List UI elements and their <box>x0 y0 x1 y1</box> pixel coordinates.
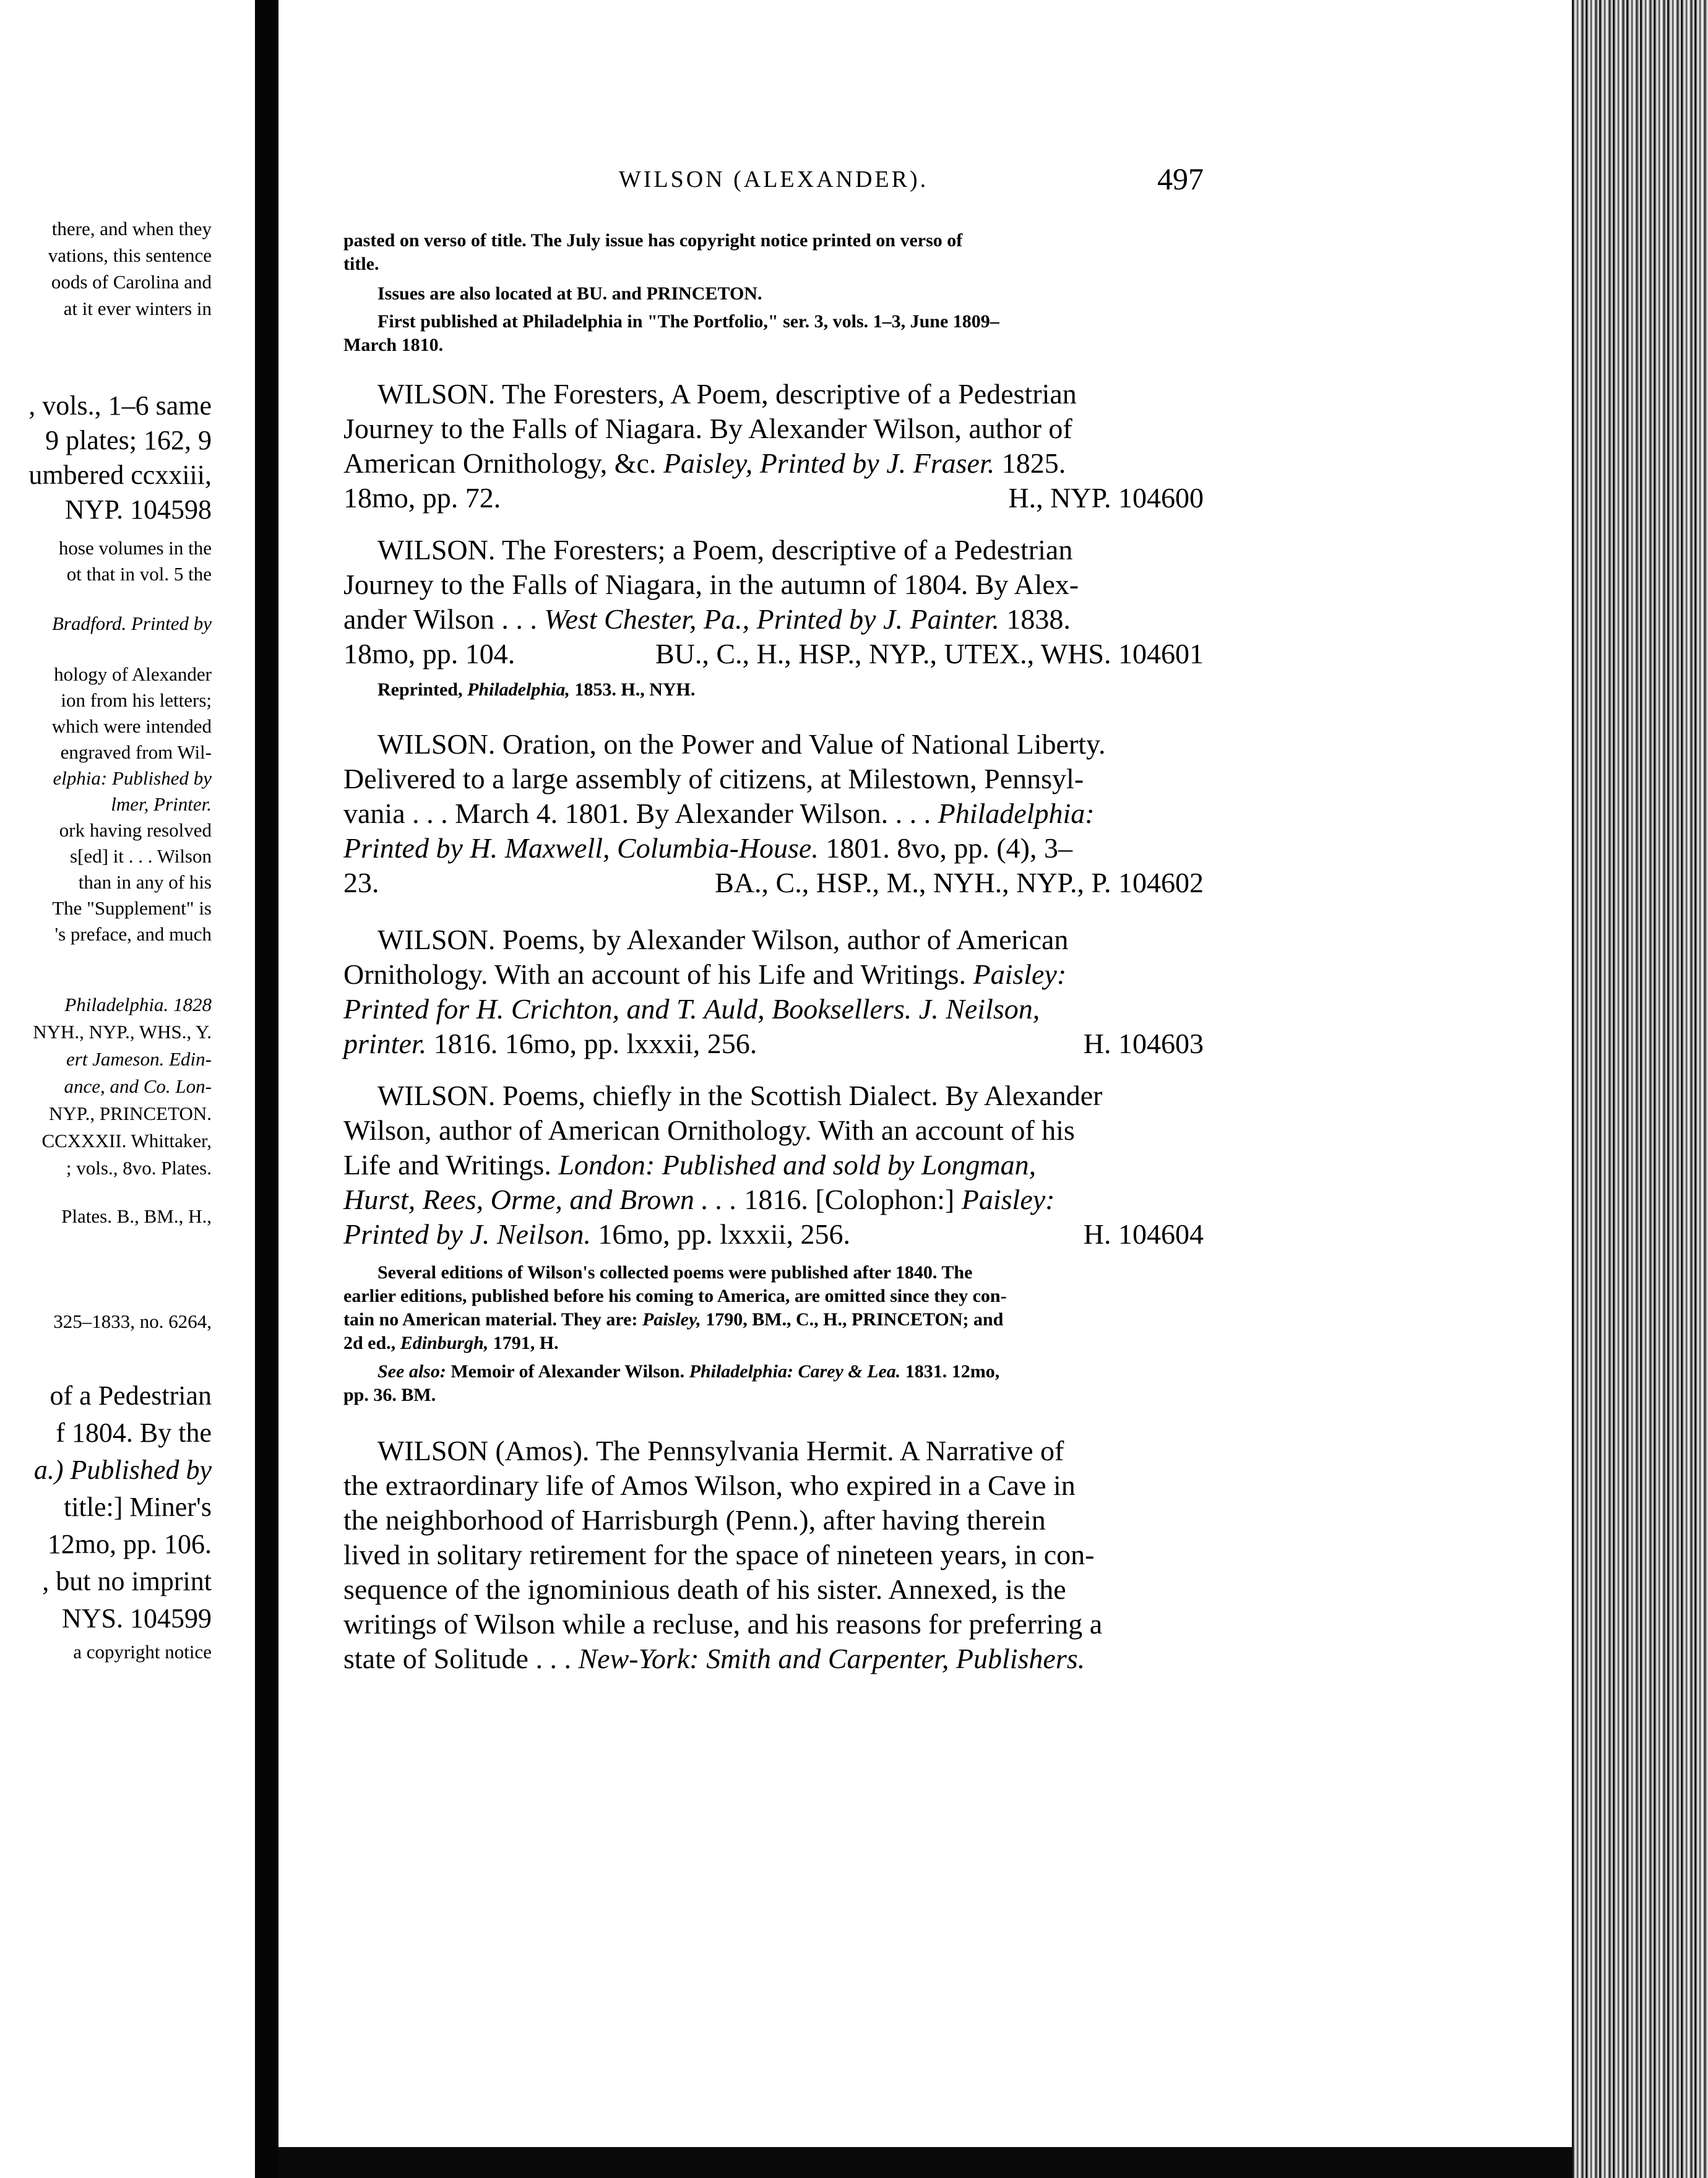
entry-text: state of Solitude . . . <box>343 1643 579 1674</box>
entry-text: 1816. 16mo, pp. lxxxii, 256. <box>426 1028 757 1059</box>
left-line: CCXXXII. Whittaker, <box>41 1130 212 1151</box>
entry-line <box>343 1027 1204 1060</box>
note-line: title. <box>343 254 379 274</box>
left-line: vations, this sentence <box>48 244 212 266</box>
entry-line <box>343 481 1204 514</box>
entry-line <box>343 866 1204 899</box>
location-codes: BA., C., HSP., M., NYH., NYP., P. 104602 <box>715 867 1204 898</box>
entry-text: 1816. [Colophon:] <box>736 1184 962 1215</box>
page-number: 497 <box>1157 161 1204 196</box>
note-text: 1791, H. <box>488 1333 559 1353</box>
left-line: than in any of his <box>78 871 212 893</box>
entry-text: 18mo, pp. 72. <box>343 482 501 514</box>
note-text: 2d ed., <box>343 1333 400 1353</box>
entry-text: 1801. 8vo, pp. (4), 3– <box>818 832 1072 864</box>
left-line: hology of Alexander <box>54 663 212 685</box>
entry-line: Printed for H. Crichton, and T. Auld, Booksellers. J. Neilson, <box>343 993 1040 1025</box>
note-text: Philadelphia, <box>467 679 570 700</box>
left-line: , vols., 1–6 same <box>28 390 212 421</box>
entry-line: WILSON (Amos). The Pennsylvania Hermit. A Narrative of <box>377 1435 1064 1466</box>
left-line: NYH., NYP., WHS., Y. <box>33 1021 212 1043</box>
left-line: title:] Miner's <box>64 1492 212 1522</box>
entry-line: WILSON. Poems, by Alexander Wilson, author of American <box>377 924 1069 955</box>
note-line: First published at Philadelphia in "The Portfolio," ser. 3, vols. 1–3, June 1809– <box>377 311 999 332</box>
note-text: 1790, BM., C., H., PRINCETON; and <box>701 1309 1004 1330</box>
left-line: which were intended <box>51 715 212 737</box>
imprint-text: Paisley: <box>961 1184 1055 1215</box>
note-line: Issues are also located at BU. and PRINCETON. <box>377 283 762 304</box>
note-text: tain no American material. They are: <box>343 1309 642 1330</box>
left-line: of a Pedestrian <box>50 1380 212 1411</box>
left-line: 9 plates; 162, 9 <box>45 425 212 455</box>
entry-line: Delivered to a large assembly of citizens, at Milestown, Pennsyl- <box>343 763 1084 794</box>
note-text: Philadelphia: Carey & Lea. <box>689 1361 901 1382</box>
note-line: pp. 36. BM. <box>343 1385 436 1405</box>
entry-line: Wilson, author of American Ornithology. With an account of his <box>343 1114 1075 1146</box>
imprint-text: printer. <box>343 1028 427 1059</box>
left-line: 's preface, and much <box>54 923 212 945</box>
left-line: a copyright notice <box>73 1641 212 1663</box>
left-line: s[ed] it . . . Wilson <box>70 845 212 867</box>
entry-line: WILSON. Poems, chiefly in the Scottish Dialect. By Alexander <box>377 1080 1103 1111</box>
entry-text: vania . . . March 4. 1801. By Alexander Wilson. . . . <box>343 798 938 829</box>
note-text: 1831. 12mo, <box>900 1361 1000 1382</box>
left-line: there, and when they <box>51 218 212 239</box>
entry-text: Life and Writings. <box>343 1149 559 1181</box>
imprint-text: Paisley, Printed by J. Fraser. <box>663 447 995 479</box>
imprint-text: West Chester, Pa., Printed by J. Painter. <box>544 603 999 635</box>
note-text: See also: <box>377 1361 446 1382</box>
page-edges <box>1572 0 1708 2178</box>
entry-line <box>343 832 1072 864</box>
left-facing-page <box>0 0 255 2178</box>
entry-text: 1825. <box>994 447 1066 479</box>
left-line: Bradford. Printed by <box>51 613 212 634</box>
left-line: The "Supplement" is <box>52 897 212 919</box>
entry-line <box>343 1218 1204 1250</box>
left-line: oods of Carolina and <box>51 271 212 293</box>
note-line: Several editions of Wilson's collected poems were published after 1840. The <box>377 1262 973 1283</box>
imprint-text: London: Published and sold by Longman, <box>558 1149 1037 1181</box>
entry-line <box>343 603 1071 635</box>
note-text: Paisley, <box>642 1309 701 1330</box>
imprint-text: New-York: Smith and Carpenter, Publishers. <box>578 1643 1085 1674</box>
left-line: ion from his letters; <box>61 689 212 711</box>
note-line: pasted on verso of title. The July issue has copyright notice printed on verso of <box>343 230 963 251</box>
left-line: ot that in vol. 5 the <box>66 563 212 585</box>
left-line: engraved from Wil- <box>60 741 212 763</box>
entry-text: American Ornithology, &c. <box>343 447 663 479</box>
entry-line: Journey to the Falls of Niagara, in the autumn of 1804. By Alex- <box>343 569 1079 600</box>
note-text: Reprinted, <box>377 679 467 700</box>
entry-text: 16mo, pp. lxxxii, 256. <box>590 1218 850 1250</box>
left-line: f 1804. By the <box>56 1418 212 1448</box>
left-line: NYP. 104598 <box>64 494 212 525</box>
imprint-text: Printed by H. Maxwell, Columbia-House. <box>343 832 819 864</box>
location-codes: H. 104603 <box>1083 1028 1204 1059</box>
entry-line: Journey to the Falls of Niagara. By Alexander Wilson, author of <box>343 413 1072 444</box>
imprint-text: Printed by J. Neilson. <box>343 1218 591 1250</box>
entry-line: WILSON. The Foresters, A Poem, descriptive of a Pedestrian <box>377 378 1077 410</box>
entry-text: Ornithology. With an account of his Life and Writings. <box>343 958 973 990</box>
left-line: Plates. B., BM., H., <box>61 1205 212 1227</box>
left-line: elphia: Published by <box>53 767 212 789</box>
left-line: ork having resolved <box>59 819 212 841</box>
note-text: Memoir of Alexander Wilson. <box>446 1361 689 1382</box>
entry-text: 1838. <box>999 603 1071 635</box>
entry-line: sequence of the ignominious death of his sister. Annexed, is the <box>343 1573 1066 1605</box>
note-line <box>343 1333 559 1354</box>
left-line: hose volumes in the <box>58 537 212 559</box>
entry-line: WILSON. The Foresters; a Poem, descriptive of a Pedestrian <box>377 534 1073 566</box>
left-line: 325–1833, no. 6264, <box>53 1311 212 1332</box>
running-head <box>343 161 1204 203</box>
left-line: at it ever winters in <box>63 298 212 319</box>
left-line: ert Jameson. Edin- <box>66 1048 212 1070</box>
entry-line <box>343 958 1066 991</box>
bottom-shadow <box>278 2147 1572 2178</box>
imprint-text: Hurst, Rees, Orme, and Brown . . . <box>343 1184 737 1215</box>
note-line: March 1810. <box>343 335 444 355</box>
entry-line <box>343 1183 1055 1216</box>
imprint-text: Paisley: <box>973 958 1067 990</box>
left-line: Philadelphia. 1828 <box>64 994 212 1015</box>
entry-line <box>343 797 1095 830</box>
entry-line <box>343 1642 1085 1675</box>
entry-line: WILSON. Oration, on the Power and Value of National Liberty. <box>377 728 1106 760</box>
entry-line <box>343 637 1204 670</box>
entry-line: lived in solitary retirement for the space of nineteen years, in con- <box>343 1539 1095 1570</box>
running-title: WILSON (ALEXANDER). <box>618 166 929 192</box>
entry-text: 23. <box>343 867 379 898</box>
note-text: Edinburgh, <box>400 1333 489 1353</box>
left-line: umbered ccxxiii, <box>28 460 212 490</box>
note-line <box>377 1361 999 1382</box>
entry-text: ander Wilson . . . <box>343 603 545 635</box>
note-line <box>377 679 695 700</box>
book-gutter <box>255 0 278 2178</box>
left-line: NYP., PRINCETON. <box>49 1103 212 1124</box>
note-text: 1853. H., NYH. <box>569 679 696 700</box>
left-line: ance, and Co. Lon- <box>64 1075 212 1097</box>
left-line: NYS. 104599 <box>61 1603 212 1634</box>
imprint-text: Philadelphia: <box>938 798 1095 829</box>
left-line: , but no imprint <box>42 1566 212 1596</box>
entry-line: writings of Wilson while a recluse, and his reasons for preferring a <box>343 1608 1103 1640</box>
entry-line: the extraordinary life of Amos Wilson, who expired in a Cave in <box>343 1470 1076 1501</box>
left-line: a.) Published by <box>33 1455 212 1485</box>
location-codes: BU., C., H., HSP., NYP., UTEX., WHS. 104601 <box>655 638 1204 669</box>
entry-line <box>343 447 1066 480</box>
entry-line: the neighborhood of Harrisburgh (Penn.), after having therein <box>343 1504 1046 1536</box>
entry-line <box>343 1148 1036 1181</box>
note-line: earlier editions, published before his coming to America, are omitted since they con- <box>343 1286 1007 1306</box>
location-codes: H. 104604 <box>1083 1218 1204 1250</box>
location-codes: H., NYP. 104600 <box>1008 482 1204 514</box>
note-line <box>343 1309 1003 1330</box>
left-line: ; vols., 8vo. Plates. <box>66 1157 212 1179</box>
left-line: lmer, Printer. <box>111 793 212 815</box>
entry-text: 18mo, pp. 104. <box>343 638 515 669</box>
left-line: 12mo, pp. 106. <box>47 1529 212 1559</box>
